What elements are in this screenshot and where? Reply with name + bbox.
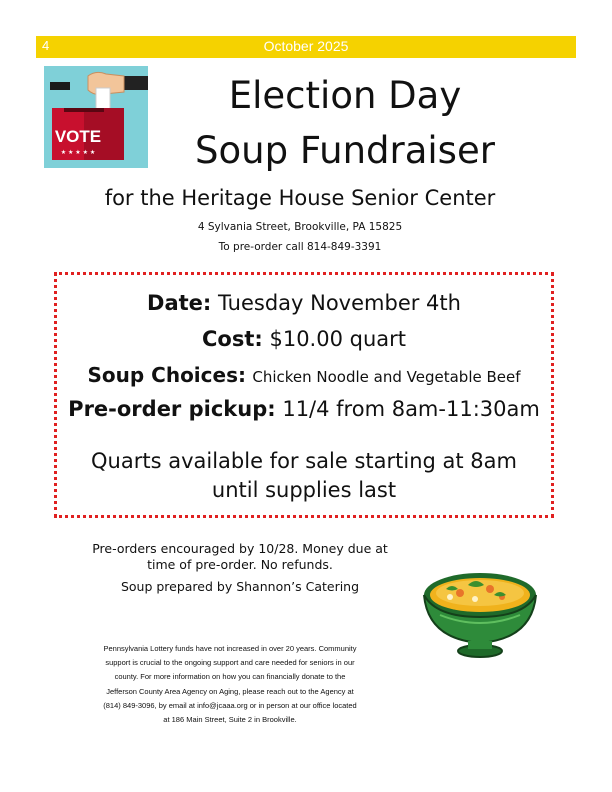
cost-value: $10.00 quart xyxy=(269,327,406,351)
pickup-value: 11/4 from 8am-11:30am xyxy=(282,397,540,421)
soup-bowl-icon xyxy=(420,565,540,661)
cost-label: Cost: xyxy=(202,327,263,351)
subtitle: for the Heritage House Senior Center xyxy=(104,186,496,210)
title-line-2: Soup Fundraiser xyxy=(195,129,495,172)
caterer-note: Soup prepared by Shannon’s Catering xyxy=(120,579,360,594)
footer-line-6: at 186 Main Street, Suite 2 in Brookville. xyxy=(163,715,297,725)
vote-ballot-icon xyxy=(44,66,148,168)
footer-line-5: (814) 849-3096, by email at info@jcaaa.org or in person at our office located xyxy=(103,700,357,710)
soup-line xyxy=(57,363,551,387)
footer-line-2: support is crucial to the ongoing support and care needed for seniors in our xyxy=(105,658,355,668)
footer-line-1: Pennsylvania Lottery funds have not increased in over 20 years. Community xyxy=(103,644,357,653)
cost-line xyxy=(57,327,551,351)
lottery-funding-note xyxy=(60,642,400,727)
preorder-note xyxy=(60,541,420,573)
event-details-box xyxy=(54,272,554,518)
preorder-note-line-2: time of pre-order. No refunds. xyxy=(147,557,333,572)
address: 4 Sylvania Street, Brookville, PA 15825 xyxy=(197,221,403,233)
title-line-1: Election Day xyxy=(228,74,462,117)
page-number: 4 xyxy=(42,38,50,53)
soup-label: Soup Choices: xyxy=(87,363,246,387)
quarts-line-2: until supplies last xyxy=(211,478,397,502)
preorder-note-line-1: Pre-orders encouraged by 10/28. Money due at xyxy=(92,541,388,556)
vote-stars: ★ ★ ★ ★ ★ xyxy=(60,149,96,156)
quarts-line-1: Quarts available for sale starting at 8am xyxy=(91,449,517,473)
date-line xyxy=(57,291,551,315)
preorder-phone: To pre-order call 814-849-3391 xyxy=(218,241,382,253)
footer-line-3: county. For more information on how you can financially donate to the xyxy=(114,672,346,682)
issue-date: October 2025 xyxy=(263,38,349,54)
soup-value: Chicken Noodle and Vegetable Beef xyxy=(252,368,521,386)
date-value: Tuesday November 4th xyxy=(218,291,461,315)
header-bar xyxy=(36,36,576,58)
footer-line-4: Jefferson County Area Agency on Aging, please reach out to the Agency at xyxy=(106,686,354,696)
pickup-line xyxy=(57,397,551,421)
vote-label: VOTE xyxy=(54,127,102,146)
pickup-label: Pre-order pickup: xyxy=(68,397,276,421)
date-label: Date: xyxy=(147,291,212,315)
